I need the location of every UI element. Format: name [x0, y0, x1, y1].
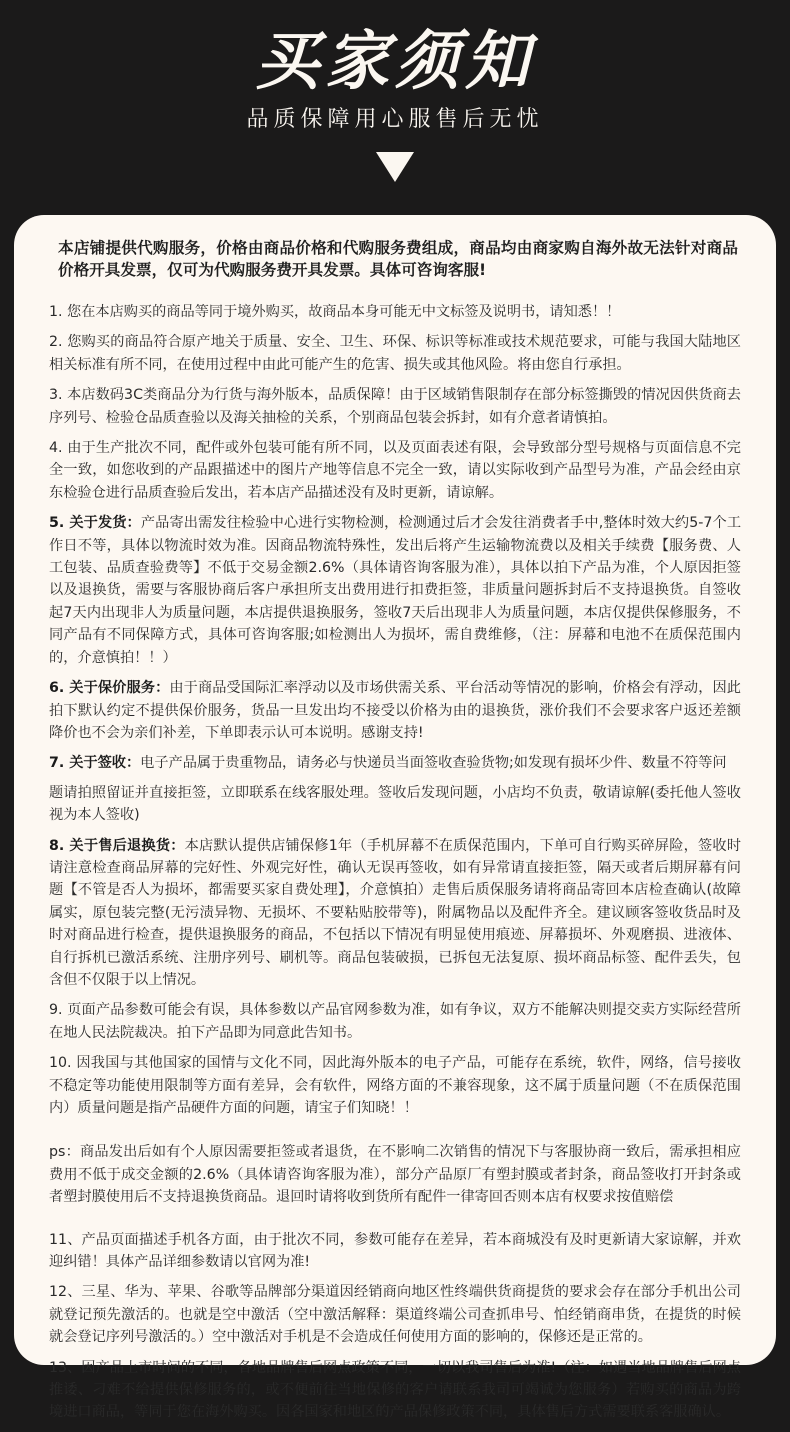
- ps-note: ps：商品发出后如有个人原因需要拒签或者退货，在不影响二次销售的情况下与客服协商一致后，需承担相应费用不低于成交金额的2.6%（具体请咨询客服为准），部分产品原厂有塑封膜或者封条，商品签收打开封条或者塑封膜使用后不支持退换货商品。退回时请将收到货所有配件一律寄回否则本店有权要求按值赔偿: [49, 1144, 741, 1206]
- notice-list: [49, 301, 741, 1432]
- down-arrow-icon: [376, 152, 414, 182]
- item-text: 1. 您在本店购买的商品等同于境外购买，故商品本身可能无中文标签及说明书，请知悉！！: [49, 304, 621, 320]
- notice-item-9: [49, 999, 741, 1044]
- intro-text: 本店铺提供代购服务，价格由商品价格和代购服务费组成，商品均由商家购自海外故无法针对商品价格开具发票，仅可为代购服务费开具发票。具体可咨询客服!: [58, 239, 738, 279]
- notice-item-10: [49, 1052, 741, 1119]
- item-text: 电子产品属于贵重物品，请务必与快递员当面签收查验货物;如发现有损坏少件、数量不符等问: [140, 755, 727, 772]
- item-text: 10. 因我国与其他国家的国情与文化不同，因此海外版本的电子产品，可能存在系统，软件，网络，信号接收不稳定等功能使用限制等方面有差异，会有软件，网络方面的不兼容现象，这不属于质量问题（不在质保范围内）质量问题是指产品硬件方面的问题，请宝子们知晓！！: [49, 1055, 741, 1116]
- notice-item-13: 13、因产品上市时间的不同，各地品牌售后网点政策不同，一切以我司售后为准!（注：如遇当地品牌售后网点推诿、刁难不给提供保修服务的，或不便前往当地保修的客户请联系我司可竭诚为您服务）若购买的商品为跨境进口商品，等同于您在海外购买。因各国家和地区的产品保修政策不同，具体售后方式需要联系客服确认。: [49, 1359, 741, 1421]
- notice-card: [14, 215, 776, 1421]
- notice-item-2: [49, 331, 741, 376]
- notice-item-3: [49, 384, 741, 429]
- item-label: 8. 关于售后退换货：: [49, 837, 185, 854]
- notice-item-12: 12、三星、华为、苹果、谷歌等品牌部分渠道因经销商向地区性终端供货商提货的要求会存在部分手机出公司就登记预先激活的。也就是空中激活（空中激活解释：渠道终端公司查抓串号、怕经销商串货，在提货的时候就会登记序列号激活的。）空中激活对手机是不会造成任何使用方面的影响的，保修还是正常的。: [49, 1284, 741, 1346]
- item-label: 6. 关于保价服务：: [49, 680, 170, 697]
- header: [0, 0, 790, 215]
- notice-item-5: [49, 512, 741, 669]
- page-title: 买家须知: [255, 25, 535, 99]
- notice-item-6: [49, 677, 741, 744]
- item-text: 由于商品受国际汇率浮动以及市场供需关系、平台活动等情况的影响，价格会有浮动，因此拍下默认约定不提供保价服务，货品一旦发出均不接受以价格为由的退换货，涨价我们不会要求客户返还差额降价也不会为亲们补差，下单即表示认可本说明。感谢支持!: [49, 680, 741, 741]
- notice-item-7: [49, 752, 741, 826]
- item-label: 5. 关于发货：: [49, 515, 141, 532]
- item-label: 7. 关于签收：: [49, 755, 141, 772]
- item-text: 9. 页面产品参数可能会有误，具体参数以产品官网参数为准，如有争议，双方不能解决则提交卖方实际经营所在地人民法院裁决。拍下产品即为同意此告知书。: [49, 1002, 741, 1041]
- item-text: 4. 由于生产批次不同，配件或外包装可能有所不同，以及页面表述有限，会导致部分型号规格与页面信息不完全一致，如您收到的产品跟描述中的图片产地等信息不完全一致，请以实际收到产品型号为准，产品会经由京东检验仓进行品质查验后发出，若本店产品描述没有及时更新，请谅解。: [49, 440, 741, 501]
- item-text: 2. 您购买的商品符合原产地关于质量、安全、卫生、环保、标识等标准或技术规范要求，可能与我国大陆地区相关标准有所不同，在使用过程中由此可能产生的危害、损失或其他风险。将由您自行承担。: [49, 334, 741, 373]
- page-subtitle: 品质保障用心服售后无忧: [246, 107, 544, 132]
- item-text: 本店默认提供店铺保修1年（手机屏幕不在质保范围内，下单可自行购买碎屏险，签收时请注意检查商品屏幕的完好性、外观完好性，确认无误再签收，如有异常请直接拒签，隔天或者后期屏幕有问题【不管是否人为损坏，都需要买家自费处理】，介意慎拍）走售后质保服务请将商品寄回本店检查确认(故障属实，原包装完整(无污渍异物、无损坏、不要粘贴胶带等)，附属物品以及配件齐全。建议顾客签收货品时及时对商品进行检查，提供退换服务的商品，不包括以下情况有明显使用痕迹、屏幕损坏、外观磨损、进液体、自行拆机已激活系统、注册序列号、刷机等。商品包装破损，已拆包无法复原、损坏商品标签、配件丢失，包含但不仅限于以上情况。: [49, 837, 742, 988]
- item-text: 题请拍照留证并直接拒签，立即联系在线客服处理。签收后发现问题，小店均不负责，敬请谅解(委托他人签收视为本人签收): [49, 784, 741, 824]
- item-text: 3. 本店数码3C类商品分为行货与海外版本，品质保障！由于区域销售限制存在部分标签撕毁的情况因供货商去序列号、检验仓品质查验以及海关抽检的关系，个别商品包装会拆封，如有介意者请慎拍。: [49, 387, 741, 426]
- notice-item-1: [49, 301, 741, 323]
- item-text: 产品寄出需发往检验中心进行实物检测，检测通过后才会发往消费者手中,整体时效大约5-7个工作日不等，具体以物流时效为准。因商品物流特殊性，发出后将产生运输物流费以及相关手续费【服务费、人工包装、品质查验费等】不低于交易金额2.6%（具体请咨询客服为准），具体以拍下产品为准，个人原因拒签以及退换货，需要与客服协商后客户承担所支出费用进行扣费拒签，非质量问题拆封后不支持退换货。自签收起7天内出现非人为质量问题，本店提供退换服务，签收7天后出现非人为质量问题，本店仅提供保修服务，不同产品有不同保障方式，具体可咨询客服;如检测出人为损坏，需自费维修，（注：屏幕和电池不在质保范围内的，介意慎拍！！）: [49, 515, 742, 666]
- notice-item-4: [49, 437, 741, 504]
- notice-item-8: [49, 835, 741, 992]
- notice-item-11: 11、产品页面描述手机各方面，由于批次不同，参数可能存在差异，若本商城没有及时更新请大家谅解，并欢迎纠错！具体产品详细参数请以官网为准!: [49, 1231, 741, 1271]
